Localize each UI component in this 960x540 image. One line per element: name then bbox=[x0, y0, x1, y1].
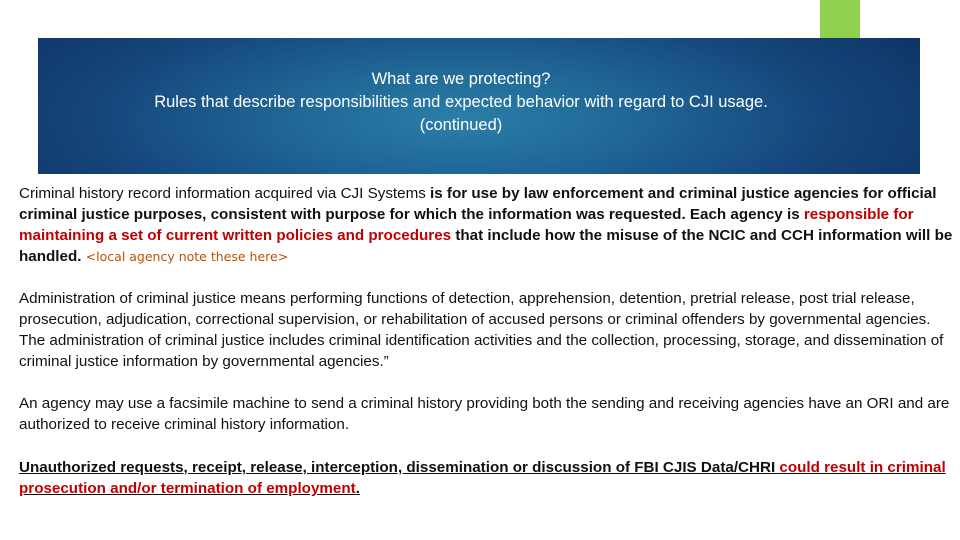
title-line-3: (continued) bbox=[419, 116, 503, 134]
chri-intro-text: Criminal history record information acquired via CJI Systems bbox=[19, 185, 431, 202]
chri-use-text: is for use by law enforcement and criminal justice agencies for official criminal justice purposes, consistent with purpose for which the information was requested. Each agency is bbox=[19, 185, 937, 223]
slide-title bbox=[38, 68, 884, 137]
local-agency-note: <local agency note these here> bbox=[85, 249, 289, 264]
title-line-2: Rules that describe responsibilities and expected behavior with regard to CJI usage. bbox=[154, 93, 768, 111]
slide-body bbox=[19, 183, 954, 520]
paragraph-facsimile: An agency may use a facsimile machine to send a criminal history providing both the sending and receiving agencies have an ORI and are authorized to receive criminal history information. bbox=[19, 395, 950, 433]
paragraph-administration: Administration of criminal justice means performing functions of detection, apprehension, detention, pretrial release, post trial release, prosecution, adjudication, correctional supervision, or rehabilitation of accused persons or criminal offenders by governmental agencies. The administration of criminal justice includes criminal identification activities and the collection, processing, storage, and dissemination of criminal justice information by governmental agencies.” bbox=[19, 290, 944, 370]
misuse-handling-text: that include how the misuse of the NCIC and CCH information will be handled. bbox=[19, 227, 953, 265]
policy-responsibility-text: responsible for maintaining a set of current written policies and procedures bbox=[19, 206, 914, 244]
warning-consequence: could result in criminal prosecution and/or termination of employment bbox=[19, 459, 946, 497]
warning-statement bbox=[19, 457, 954, 499]
paragraph-chri-use bbox=[19, 183, 954, 267]
title-line-1: What are we protecting? bbox=[371, 70, 551, 88]
warning-text: Unauthorized requests, receipt, release, interception, dissemination or discussion of FBI CJIS Data/CHRI bbox=[19, 459, 780, 476]
warning-period: . bbox=[355, 480, 360, 497]
